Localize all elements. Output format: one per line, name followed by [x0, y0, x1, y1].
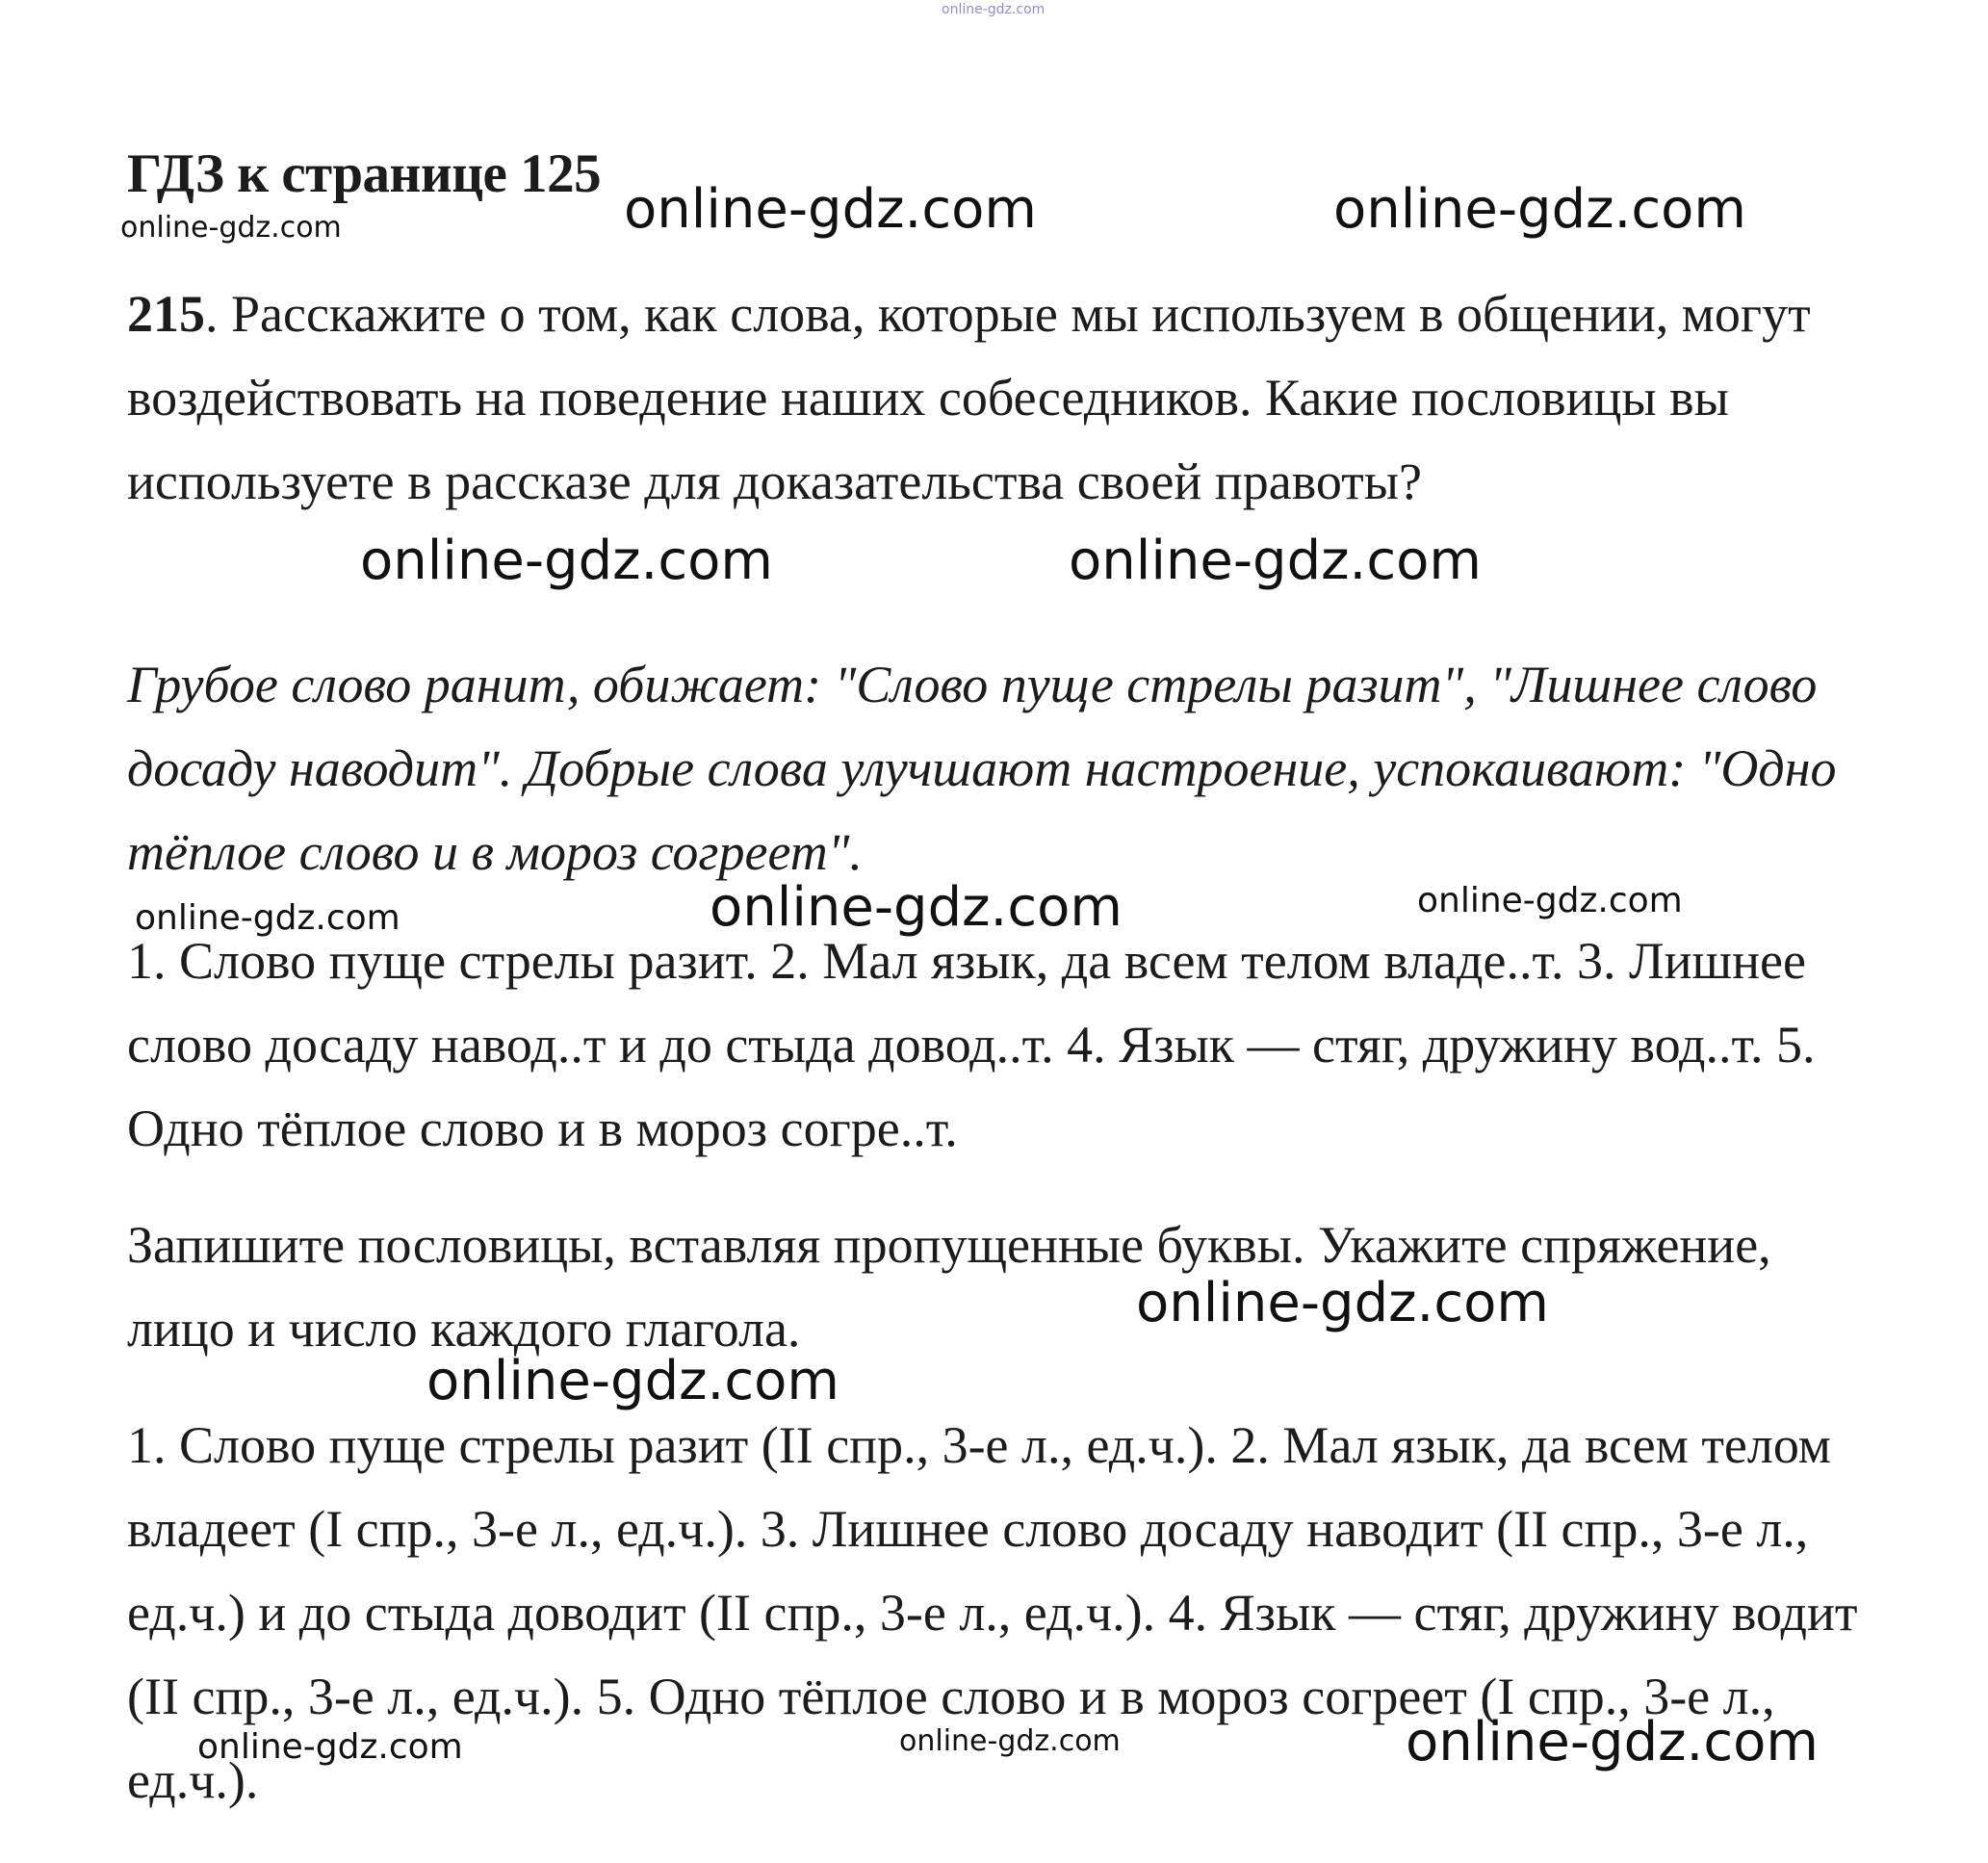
watermark: online-gdz.com	[426, 1350, 839, 1412]
watermark: online-gdz.com	[360, 530, 773, 592]
watermark: online-gdz.com	[197, 1727, 463, 1767]
answer-paragraph: Грубое слово ранит, обижает: "Слово пуще стрелы разит", "Лишнее слово досаду наводит". Добрые слова улучшают настроение, успокаивают: "Одно тёплое слово и в мороз согреет".	[127, 656, 1837, 881]
watermark: online-gdz.com	[899, 1724, 1121, 1758]
task-215	[127, 272, 1860, 524]
answer-conjugation: 1. Слово пуще стрелы разит (II спр., 3-е л., ед.ч.). 2. Мал язык, да всем телом владеет (I спр., 3-е л., ед.ч.). 3. Лишнее слово досаду наводит (II спр., 3-е л., ед.ч.) и до стыда доводит (II спр., 3-е л., ед.ч.). 4. Язык — стяг, дружину водит (II спр., 3-е л., ед.ч.). 5. Одно тёплое слово и в мороз согреет (I спр., 3-е л., ед.ч.).	[127, 1416, 1858, 1809]
task-text: . Расскажите о том, как слова, которые мы используем в общении, могут воздействовать на поведение наших собеседников. Какие пословицы вы используете в рассказе для доказательства своей правоты?	[127, 285, 1811, 510]
page-title: ГДЗ к странице 125	[127, 143, 602, 204]
task-number: 215	[127, 285, 205, 343]
watermark: online-gdz.com	[1406, 1711, 1819, 1773]
watermark: online-gdz.com	[1069, 530, 1482, 592]
watermark: online-gdz.com	[1136, 1272, 1549, 1334]
watermark: online-gdz.com	[710, 876, 1123, 939]
header-watermark: online-gdz.com	[942, 2, 1046, 17]
watermark: online-gdz.com	[624, 178, 1037, 241]
proverbs-list: 1. Слово пуще стрелы разит. 2. Мал язык, да всем телом владе..т. 3. Лишнее слово досаду навод..т и до стыда довод..т. 4. Язык — стяг, дружину вод..т. 5. Одно тёплое слово и в мороз согре..т.	[127, 932, 1816, 1157]
watermark: online-gdz.com	[120, 211, 342, 245]
watermark: online-gdz.com	[1333, 178, 1746, 241]
watermark: online-gdz.com	[1417, 881, 1683, 920]
instruction-text: Запишите пословицы, вставляя пропущенные буквы. Укажите спряжение, лицо и число каждого глагола.	[127, 1216, 1771, 1358]
watermark: online-gdz.com	[135, 898, 400, 938]
